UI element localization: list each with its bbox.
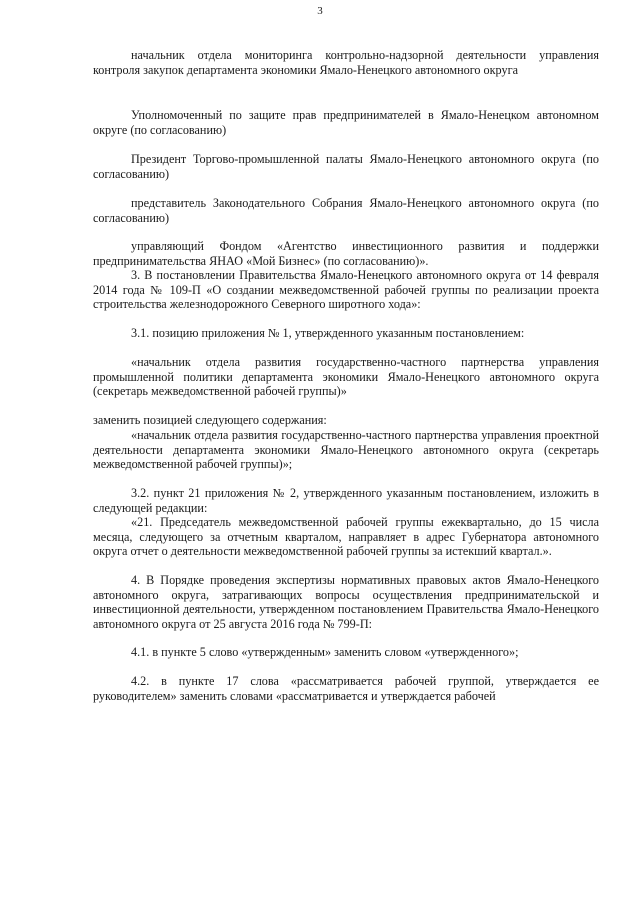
- paragraph-item-3-1: 3.1. позицию приложения № 1, утвержденного указанным постановлением:: [131, 326, 525, 340]
- paragraph-old-position: «начальник отдела развития государственно-частного партнерства управления промышленной политики департамента экономики Ямало-Ненецкого автономного округа (секретарь межведомственной рабочей группы)»: [93, 355, 599, 398]
- paragraph-item-3: 3. В постановлении Правительства Ямало-Ненецкого автономного округа от 14 февраля 2014 года № 109-П «О создании межведомственной рабочей группы по реализации проекта строительства железнодорожного Северного широтного хода»:: [93, 268, 599, 311]
- paragraph-item-4: 4. В Порядке проведения экспертизы нормативных правовых актов Ямало-Ненецкого автономного округа, затрагивающих вопросы осуществления предпринимательской и инвестиционной деятельности, утвержденном постановлением Правительства Ямало-Ненецкого автономного округа от 25 августа 2016 года № 799-П:: [93, 573, 599, 631]
- paragraph-ombudsman: Уполномоченный по защите прав предпринимателей в Ямало-Ненецком автономном округе (по согласованию): [93, 108, 599, 137]
- paragraph-monitoring-head: начальник отдела мониторинга контрольно-надзорной деятельности управления контроля закупок департамента экономики Ямало-Ненецкого автономного округа: [93, 48, 599, 77]
- paragraph-new-point-21: «21. Председатель межведомственной рабочей группы ежеквартально, до 15 числа месяца, следующего за отчетным кварталом, направляет в адрес Губернатора автономного округа отчет о деятельности межведомственной рабочей группы за истекший квартал.».: [93, 515, 599, 558]
- paragraph-item-4-1: 4.1. в пункте 5 слово «утвержденным» заменить словом «утвержденного»;: [131, 645, 519, 659]
- paragraph-item-4-2: 4.2. в пункте 17 слова «рассматривается рабочей группой, утверждается ее руководителем» заменить словами «рассматривается и утверждается рабочей: [93, 674, 599, 703]
- paragraph-new-position: «начальник отдела развития государственно-частного партнерства управления проектной деятельности департамента экономики Ямало-Ненецкого автономного округа (секретарь межведомственной рабочей группы)»;: [93, 428, 599, 471]
- paragraph-item-3-2: 3.2. пункт 21 приложения № 2, утвержденного указанным постановлением, изложить в следующей редакции:: [93, 486, 599, 515]
- paragraph-chamber-president: Президент Торгово-промышленной палаты Ямало-Ненецкого автономного округа (по согласованию): [93, 152, 599, 181]
- paragraph-fund-manager: управляющий Фондом «Агентство инвестиционного развития и поддержки предпринимательства ЯНАО «Мой Бизнес» (по согласованию)».: [93, 239, 599, 268]
- paragraph-legislative-rep: представитель Законодательного Собрания Ямало-Ненецкого автономного округа (по согласованию): [93, 196, 599, 225]
- page-number: 3: [317, 5, 323, 17]
- paragraph-replace: заменить позицией следующего содержания:: [93, 413, 327, 427]
